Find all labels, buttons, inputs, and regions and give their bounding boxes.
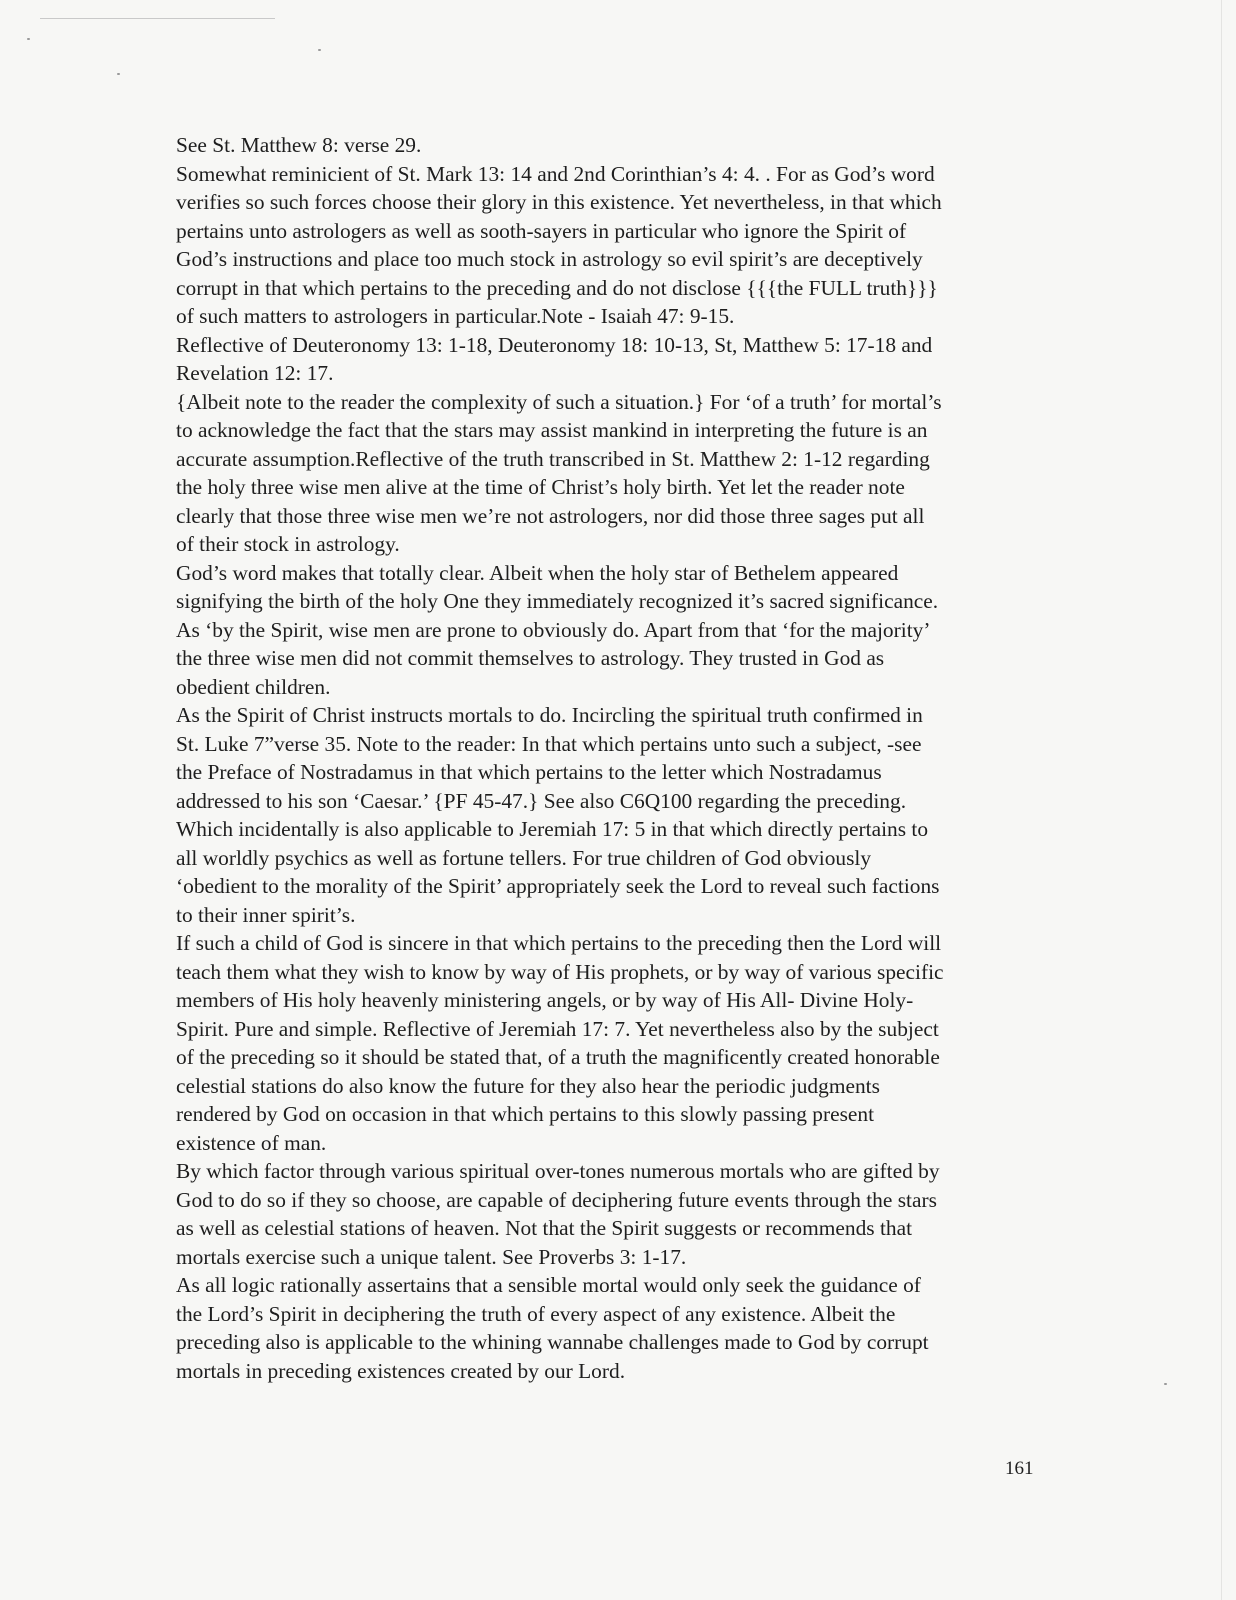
scan-speck	[117, 73, 120, 75]
scan-edge	[1221, 0, 1222, 1600]
text-line: the Preface of Nostradamus in that which pertains to the letter which Nostradamus	[176, 760, 882, 784]
text-line: See St. Matthew 8: verse 29.	[176, 133, 422, 157]
text-line: signifying the birth of the holy One they immediately recognized it’s sacred significance.	[176, 589, 939, 613]
text-line: as well as celestial stations of heaven. Not that the Spirit suggests or recommends that	[176, 1216, 913, 1240]
text-line: As the Spirit of Christ instructs mortals to do. Incircling the spiritual truth confirmed in	[176, 703, 923, 727]
text-line: of such matters to astrologers in particular.Note - Isaiah 47: 9-15.	[176, 304, 735, 328]
text-line: accurate assumption.Reflective of the truth transcribed in St. Matthew 2: 1-12 regarding	[176, 446, 930, 471]
text-line: rendered by God on occasion in that which pertains to this slowly passing present	[176, 1102, 875, 1126]
text-line: the three wise men did not commit themselves to astrology. They trusted in God as	[176, 646, 885, 670]
text-line: pertains unto astrologers as well as sooth-sayers in particular who ignore the Spirit of	[176, 218, 907, 243]
text-line: to their inner spirit’s.	[176, 902, 356, 927]
scan-speck	[318, 49, 321, 51]
text-line: obedient children.	[176, 674, 331, 699]
text-line: Revelation 12: 17.	[176, 361, 334, 385]
text-line: ‘obedient to the morality of the Spirit’ appropriately seek the Lord to reveal such factions	[176, 874, 940, 898]
scan-artifact-line	[40, 18, 275, 19]
text-line: As ‘by the Spirit, wise men are prone to obviously do. Apart from that ‘for the majority’	[176, 617, 931, 642]
text-line: Spirit. Pure and simple. Reflective of Jeremiah 17: 7. Yet nevertheless also by the subject	[176, 1016, 939, 1041]
text-line: addressed to his son ‘Caesar.’ {PF 45-47.} See also C6Q100 regarding the preceding.	[176, 788, 907, 813]
text-line: mortals in preceding existences created by our Lord.	[176, 1358, 626, 1383]
text-line: preceding also is applicable to the whining wannabe challenges made to God by corrupt	[176, 1330, 929, 1354]
text-line: celestial stations do also know the future for they also hear the periodic judgments	[176, 1073, 880, 1098]
text-line: the holy three wise men alive at the time of Christ’s holy birth. Yet let the reader note	[176, 475, 905, 499]
text-line: As all logic rationally assertains that a sensible mortal would only seek the guidance of	[176, 1273, 921, 1297]
text-line: teach them what they wish to know by way of His prophets, or by way of various specific	[176, 959, 944, 984]
text-line: Which incidentally is also applicable to Jeremiah 17: 5 in that which directly pertains to	[176, 817, 929, 841]
scan-speck	[27, 38, 30, 40]
text-line: of the preceding so it should be stated that, of a truth the magnificently created honorable	[176, 1045, 940, 1069]
text-line: Reflective of Deuteronomy 13: 1-18, Deuteronomy 18: 10-13, St, Matthew 5: 17-18 and	[176, 332, 933, 357]
text-line: corrupt in that which pertains to the preceding and do not disclose {{{the FULL truth}}}	[176, 275, 938, 300]
text-line: mortals exercise such a unique talent. See Proverbs 3: 1-17.	[176, 1244, 687, 1269]
text-line: to acknowledge the fact that the stars may assist mankind in interpreting the future is an	[176, 418, 928, 442]
scan-speck	[1164, 1383, 1167, 1385]
body-text	[176, 131, 1046, 1385]
text-line: members of His holy heavenly ministering angels, or by way of His All- Divine Holy-	[176, 988, 914, 1012]
text-line: clearly that those three wise men we’re not astrologers, nor did those three sages put all	[176, 503, 925, 528]
text-line: verifies so such forces choose their glory in this existence. Yet nevertheless, in that which	[176, 190, 942, 214]
text-line: existence of man.	[176, 1130, 327, 1155]
text-line: all worldly psychics as well as fortune tellers. For true children of God obviously	[176, 845, 872, 870]
text-line: Somewhat reminicient of St. Mark 13: 14 and 2nd Corinthian’s 4: 4. . For as God’s word	[176, 161, 935, 186]
page-number: 161	[1005, 1458, 1034, 1479]
text-line: By which factor through various spiritual over-tones numerous mortals who are gifted by	[176, 1159, 940, 1183]
text-line: {Albeit note to the reader the complexity of such a situation.} For ‘of a truth’ for mortal’s	[176, 389, 942, 414]
text-line: St. Luke 7”verse 35. Note to the reader: In that which pertains unto such a subject, -see	[176, 731, 922, 756]
text-line: of their stock in astrology.	[176, 532, 400, 556]
text-line: God’s word makes that totally clear. Albeit when the holy star of Bethelem appeared	[176, 560, 899, 585]
text-line: God’s instructions and place too much stock in astrology so evil spirit’s are deceptively	[176, 247, 923, 271]
text-line: the Lord’s Spirit in deciphering the truth of every aspect of any existence. Albeit the	[176, 1301, 896, 1326]
text-line: If such a child of God is sincere in that which pertains to the preceding then the Lord will	[176, 931, 942, 955]
text-line: God to do so if they so choose, are capable of deciphering future events through the stars	[176, 1187, 937, 1212]
